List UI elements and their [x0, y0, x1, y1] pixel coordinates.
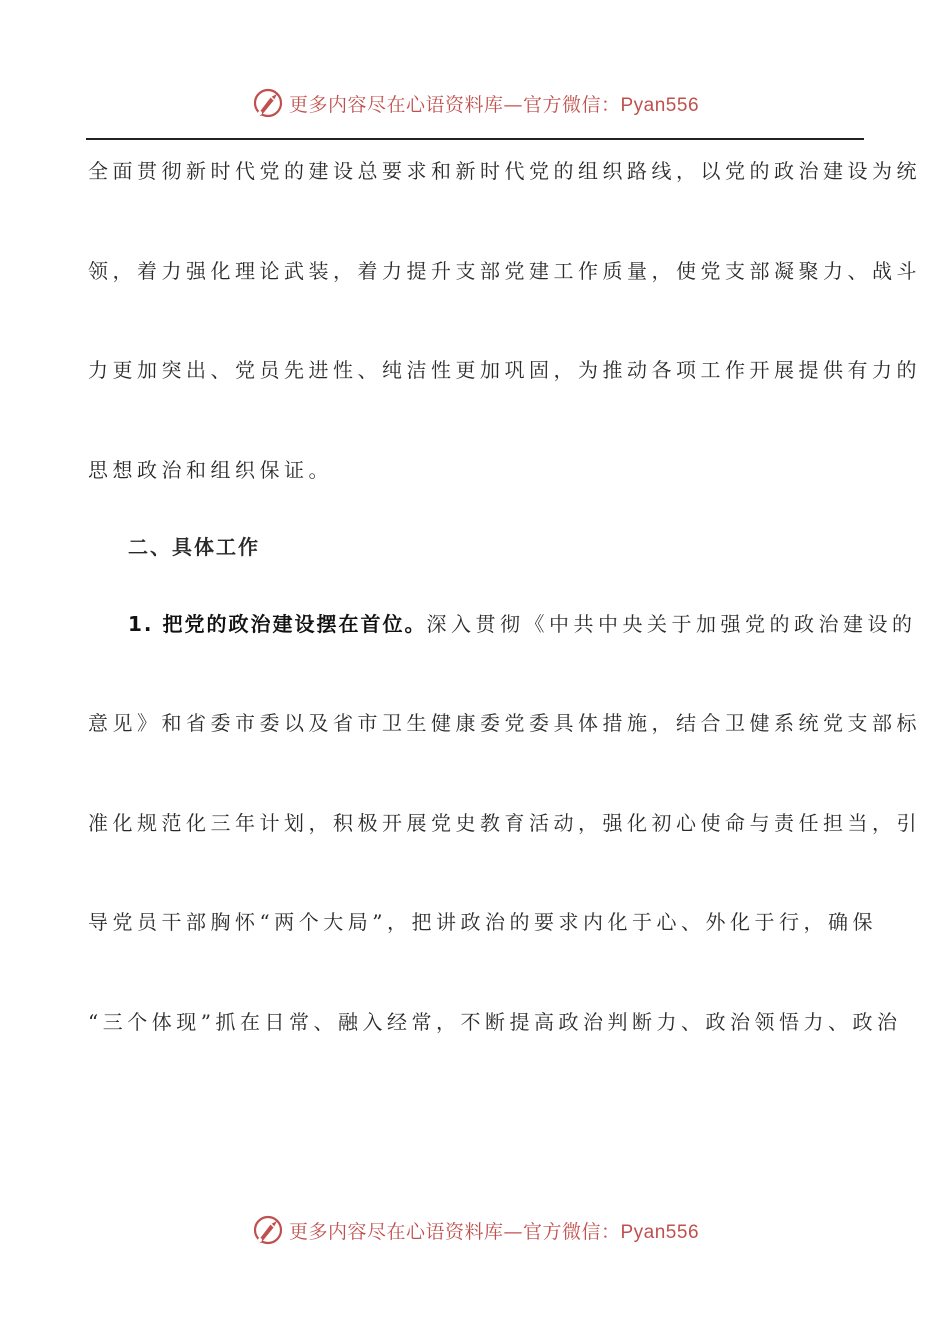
header-divider: [86, 138, 864, 140]
text-line: 全面贯彻新时代党的建设总要求和新时代党的组织路线，以党的政治建设为统: [88, 159, 921, 183]
text-line: 领，着力强化理论武装，着力提升支部党建工作质量，使党支部凝聚力、战斗: [88, 259, 921, 283]
pen-nib-icon: [251, 1213, 285, 1247]
item-title: 1. 把党的政治建设摆在首位。: [128, 612, 427, 636]
text-line: 意见》和省委市委以及省市卫生健康委党委具体措施，结合卫健系统党支部标: [88, 711, 921, 735]
watermark-id: Pyan556: [620, 1221, 700, 1243]
item-text: 深入贯彻《中共中央关于加强党的政治建设的: [426, 612, 917, 636]
text-line: 导党员干部胸怀“两个大局”，把讲政治的要求内化于心、外化于行，确保: [88, 910, 877, 934]
header-watermark: [0, 83, 950, 123]
watermark-text: 更多内容尽在心语资料库—官方微信：Pyan556: [288, 93, 700, 116]
text-line: 思想政治和组织保证。: [88, 458, 333, 482]
section-heading: 二、具体工作: [128, 535, 260, 559]
footer-watermark: [0, 1210, 950, 1250]
text-line: 力更加突出、党员先进性、纯洁性更加巩固，为推动各项工作开展提供有力的: [88, 358, 921, 382]
pen-nib-icon: [251, 86, 285, 120]
item-first-line: [128, 609, 917, 639]
watermark-text: 更多内容尽在心语资料库—官方微信：Pyan556: [288, 1220, 700, 1243]
text-line: 准化规范化三年计划，积极开展党史教育活动，强化初心使命与责任担当，引: [88, 811, 921, 835]
watermark-id: Pyan556: [620, 94, 700, 116]
text-line: “三个体现”抓在日常、融入经常，不断提高政治判断力、政治领悟力、政治: [88, 1010, 902, 1034]
